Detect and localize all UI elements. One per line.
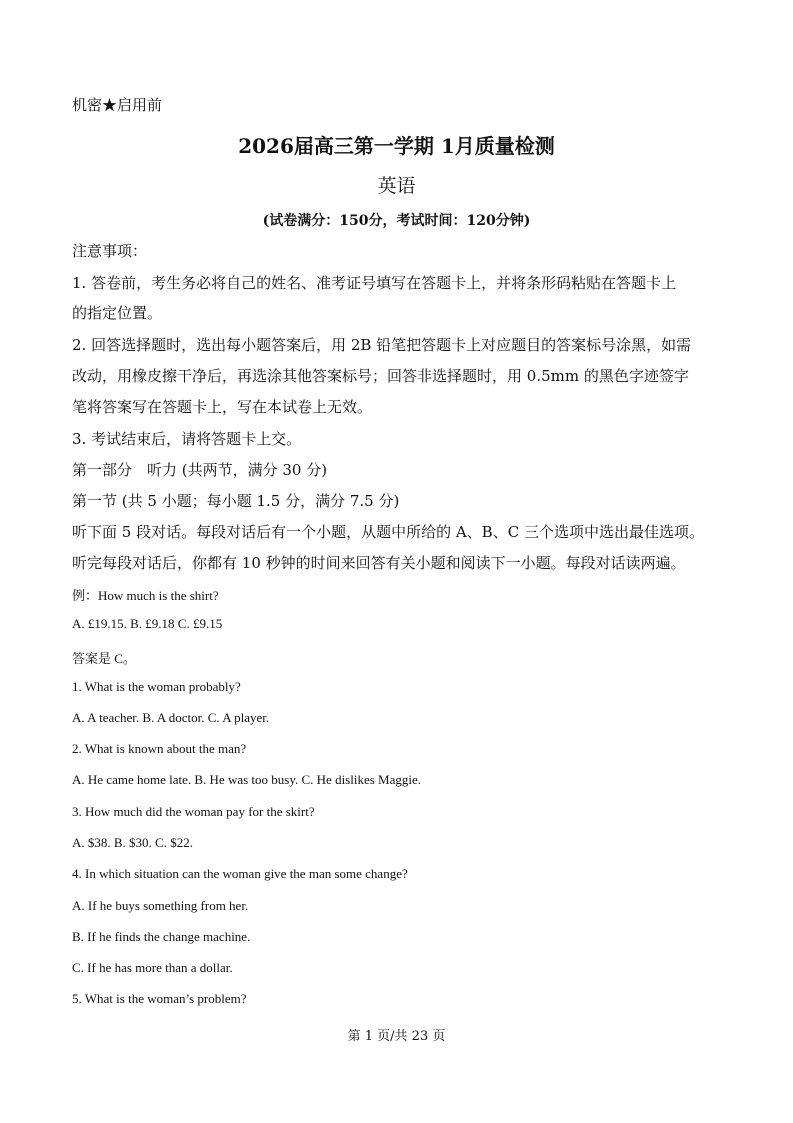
example-question: 例：How much is the shirt?	[72, 588, 219, 603]
notice-heading: 注意事项：	[72, 242, 148, 260]
example-answer: 答案是 C。	[72, 651, 136, 666]
question-1-options: A. A teacher. B. A doctor. C. A player.	[72, 710, 270, 725]
page-footer: 第 1 页/共 23 页	[347, 1029, 446, 1044]
question-2: 2. What is known about the man?	[72, 741, 247, 756]
instructions-line-1: 听下面 5 段对话。每段对话后有一个小题，从题中所给的 A、B、C 三个选项中选出最佳选项。	[72, 523, 704, 541]
question-4: 4. In which situation can the woman give the man some change?	[72, 866, 408, 881]
subject-title: 英语	[377, 175, 416, 197]
notice-item-3: 3. 考试结束后，请将答题卡上交。	[72, 430, 302, 448]
question-4-option-b: B. If he finds the change machine.	[72, 929, 251, 944]
section1-heading: 第一节 (共 5 小题；每小题 1.5 分，满分 7.5 分)	[72, 492, 400, 510]
instructions-line-2: 听完每段对话后，你都有 10 秒钟的时间来回答有关小题和阅读下一小题。每段对话读两遍。	[72, 554, 686, 572]
secret-mark: 机密★启用前	[72, 96, 163, 114]
notice-item-1-line-2: 的指定位置。	[72, 304, 163, 322]
question-4-option-c: C. If he has more than a dollar.	[72, 960, 233, 975]
example-options: A. £19.15. B. £9.18 C. £9.15	[72, 616, 223, 631]
question-1: 1. What is the woman probably?	[72, 679, 241, 694]
notice-item-1-line-1: 1. 答卷前，考生务必将自己的姓名、准考证号填写在答题卡上，并将条形码粘贴在答题卡上	[72, 274, 677, 292]
question-2-options: A. He came home late. B. He was too busy. C. He dislikes Maggie.	[72, 772, 422, 787]
question-5: 5. What is the woman’s problem?	[72, 991, 247, 1006]
exam-info: (试卷满分：150分，考试时间：120分钟)	[262, 213, 531, 229]
notice-item-2-line-2: 改动，用橡皮擦干净后，再选涂其他答案标号；回答非选择题时，用 0.5mm 的黑色字迹签字	[72, 367, 689, 385]
notice-item-2-line-1: 2. 回答选择题时，选出每小题答案后，用 2B 铅笔把答题卡上对应题目的答案标号涂黑，如需	[72, 336, 692, 354]
question-4-option-a: A. If he buys something from her.	[72, 898, 249, 913]
notice-item-2-line-3: 笔将答案写在答题卡上，写在本试卷上无效。	[72, 398, 373, 416]
question-3: 3. How much did the woman pay for the skirt?	[72, 804, 315, 819]
question-3-options: A. $38. B. $30. C. $22.	[72, 835, 193, 850]
exam-title: 2026届高三第一学期 1月质量检测	[238, 134, 555, 158]
part1-heading: 第一部分 听力 (共两节，满分 30 分)	[72, 461, 328, 479]
